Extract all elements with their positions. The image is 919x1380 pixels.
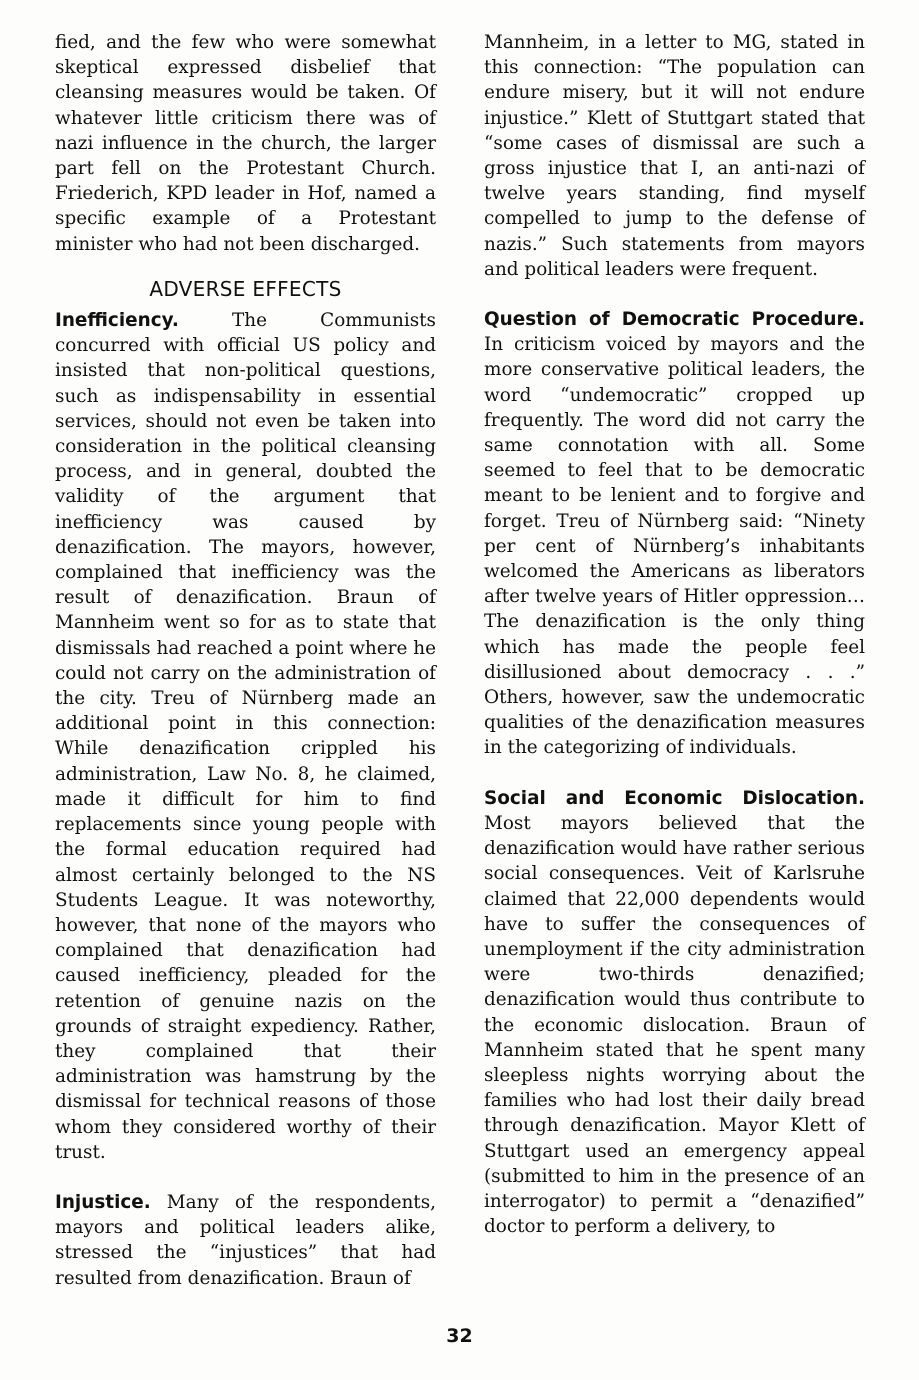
democratic-procedure-heading: Question of Democratic Procedure. xyxy=(484,309,865,331)
inefficiency-heading: Inefficiency. xyxy=(55,310,179,332)
paragraph-spacer xyxy=(484,282,865,307)
inefficiency-text: The Communists concurred with official US policy and insisted that non-political questions, such as indispensability in essential services, should not even be taken into consideration in the political cleansing process, and in general, doubted the validity of the argument that inefficiency was caused by denazification. The mayors, however, complained that inefficiency was the result of denazification. Braun of Mannheim went so for as to state that dismissals had reached a point where he could not carry on the administration of the city. Treu of Nürnberg made an additional point in this connection: While denazification crippled his administration, Law No. 8, he claimed, made it difficult for him to find replacements since young people with the formal education required had almost certainly belonged to the NS Students League. It was noteworthy, however, that none of the mayors who complained that denazification had caused inefficiency, pleaded for the retention of genuine nazis on the grounds of straight expediency. Rather, they complained that their administration was hamstrung by the dismissal for technical reasons of those whom they considered worthy of their trust. xyxy=(55,310,436,1163)
social-economic-paragraph xyxy=(484,786,865,1240)
injustice-heading: Injustice. xyxy=(55,1191,151,1213)
left-column xyxy=(55,30,436,1291)
democratic-procedure-text: In criticism voiced by mayors and the more conservative political leaders, the word “undemocratic” cropped up frequently. The word did not carry the same connotation with all. Some seemed to feel that to be democratic meant to be lenient and to forgive and forget. Treu of Nürnberg said: “Ninety per cent of Nürnberg’s inhabitants welcomed the Americans as liberators after twelve years of Hitler oppression… The denazification is the only thing which has made the people feel disillusioned about democracy . . .” Others, however, saw the undemocratic qualities of the denazification measures in the categorizing of individuals. xyxy=(484,334,865,759)
right-column xyxy=(484,30,865,1239)
section-heading-adverse-effects: ADVERSE EFFECTS xyxy=(149,276,342,301)
inefficiency-paragraph xyxy=(55,308,436,1165)
paragraph-spacer xyxy=(484,761,865,786)
democratic-procedure-paragraph xyxy=(484,307,865,761)
continuation-paragraph: Mannheim, in a letter to MG, stated in this connection: “The population can endure misery, but it will not endure injustice.” Klett of Stuttgart stated that “some cases of dismissal are such a gross injustice that I, an anti-nazi of twelve years standing, find myself compelled to jump to the defense of nazis.” Such statements from mayors and political leaders were frequent. xyxy=(484,32,865,280)
paragraph-spacer xyxy=(55,1165,436,1190)
intro-paragraph: fied, and the few who were somewhat skeptical expressed disbelief that cleansing measures would be taken. Of whatever little criticism there was of nazi influence in the church, the larger part fell on the Protestant Church. Friederich, KPD leader in Hof, named a specific example of a Protestant minister who had not been discharged. xyxy=(55,32,436,255)
injustice-paragraph xyxy=(55,1190,436,1291)
social-economic-text: Most mayors believed that the denazification would have rather serious social consequences. Veit of Karlsruhe claimed that 22,000 dependents would have to suffer the consequences of unemployment if the city administration were two-thirds denazified; denazification would thus contribute to the economic dislocation. Braun of Mannheim stated that he spent many sleepless nights worrying about the families who had lost their daily bread through denazification. Mayor Klett of Stuttgart used an emergency appeal (submitted to him in the presence of an interrogator) to permit a “denazified” doctor to perform a delivery, to xyxy=(484,812,865,1238)
injustice-text: Many of the respondents, mayors and political leaders alike, stressed the “injustices” that had resulted from denazification. Braun of xyxy=(55,1191,436,1289)
page-number: 32 xyxy=(446,1325,473,1347)
social-economic-heading: Social and Economic Dislocation. xyxy=(484,787,865,809)
